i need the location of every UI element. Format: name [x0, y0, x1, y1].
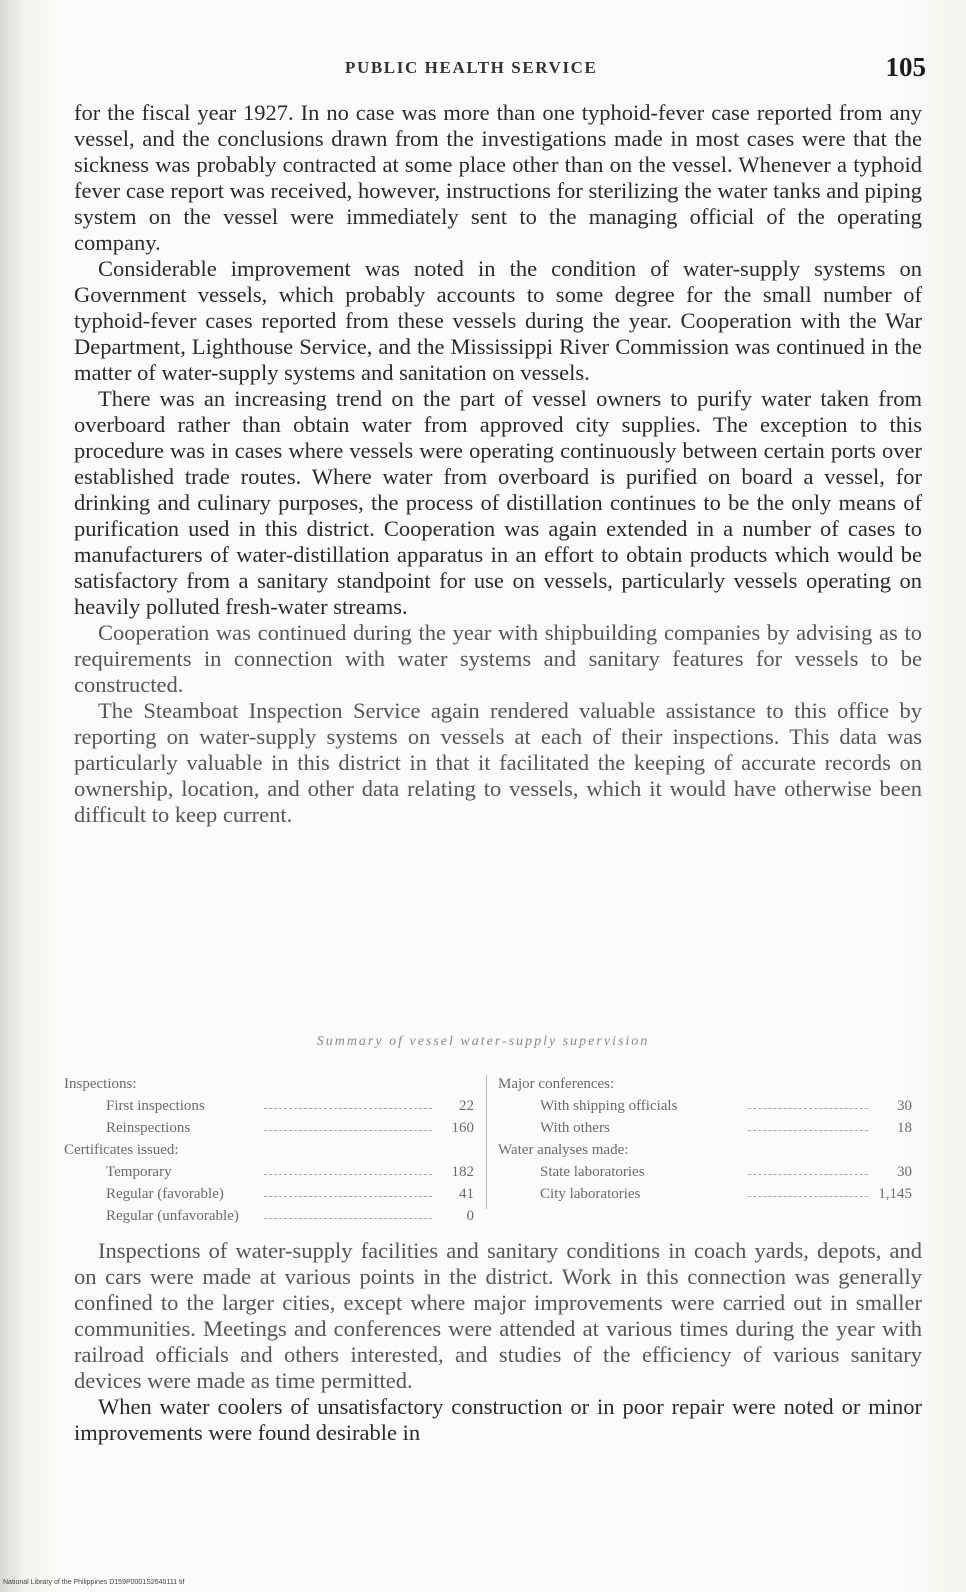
dot-leader [748, 1196, 868, 1197]
paragraph-1: for the fiscal year 1927. In no case was more than one typhoid-fever case reported from any vessel, and the conclusions drawn from the investigations made in most cases were that the sickness was probably contracted at some place other than on the vessel. Whenever a typhoid fever case report was received, however, instructions for sterilizing the water tanks and piping system on the vessel were immediately sent to the managing official of the operating company. [74, 100, 922, 255]
summary-row-label: Temporary [106, 1164, 172, 1180]
summary-row [64, 1095, 482, 1117]
dot-leader [264, 1108, 432, 1109]
paragraph-5: The Steamboat Inspection Service again rendered valuable assistance to this office by reporting on water-supply systems on vessels at each of their inspections. This data was particularly valuable in this district in that it facilitated the keeping of accurate records on ownership, location, and other data relating to vessels, which it would have otherwise been difficult to keep current. [74, 698, 922, 827]
summary-row-value: 18 [897, 1120, 912, 1136]
summary-row [64, 1161, 482, 1183]
dot-leader [264, 1218, 432, 1219]
summary-row [64, 1073, 482, 1095]
summary-row-value: 22 [459, 1098, 474, 1114]
summary-row [498, 1095, 926, 1117]
summary-row-value: 182 [451, 1164, 474, 1180]
body-text [74, 100, 922, 828]
dot-leader [264, 1174, 432, 1175]
page-header [0, 52, 966, 86]
running-head: PUBLIC HEALTH SERVICE [345, 58, 598, 77]
dot-leader [748, 1108, 868, 1109]
summary-row [498, 1183, 926, 1205]
summary-right-column [498, 1073, 926, 1205]
summary-left-column [64, 1073, 482, 1227]
dot-leader [748, 1130, 868, 1131]
summary-row-label: Major conferences: [498, 1076, 615, 1092]
column-divider [486, 1075, 487, 1209]
summary-row-label: With shipping officials [540, 1098, 678, 1114]
dot-leader [748, 1174, 868, 1175]
summary-row [64, 1139, 482, 1161]
scan-footer-note: National Library of the Philippines D159P0001S2640111 tif [3, 1579, 185, 1586]
paragraph-4: Cooperation was continued during the year with shipbuilding companies by advising as to requirements in connection with water systems and sanitary features for vessels to be constructed. [74, 620, 922, 697]
summary-row-label: Regular (favorable) [106, 1186, 224, 1202]
summary-row [498, 1073, 926, 1095]
summary-row-label: State laboratories [540, 1164, 645, 1180]
summary-row [64, 1205, 482, 1227]
paragraph-6: Inspections of water-supply facilities and sanitary conditions in coach yards, depots, and on cars were made at various points in the district. Work in this connection was generally confined to the larger cities, except where major improvements were carried out in smaller communities. Meetings and conferences were attended at various times during the year with railroad officials and others interested, and studies of the efficiency of various sanitary devices were made as time permitted. [74, 1238, 922, 1393]
summary-row-value: 0 [466, 1208, 474, 1224]
summary-row-label: Certificates issued: [64, 1142, 179, 1158]
paragraph-7: When water coolers of unsatisfactory construction or in poor repair were noted or minor improvements were found desirable in [74, 1394, 922, 1445]
summary-row-label: Inspections: [64, 1076, 137, 1092]
summary-row [64, 1117, 482, 1139]
paragraph-3: There was an increasing trend on the part of vessel owners to purify water taken from overboard rather than obtain water from approved city supplies. The exception to this procedure was in cases where vessels were operating continuously between certain ports over established trade routes. Where water from overboard is purified on board a vessel, for drinking and culinary purposes, the process of distillation continues to be the only means of purification used in this district. Cooperation was again extended in a number of cases to manufacturers of water-distillation apparatus in an effort to obtain products which would be satisfactory from a sanitary standpoint for use on vessels, particularly vessels operating on heavily polluted fresh-water streams. [74, 386, 922, 619]
summary-table [64, 1073, 924, 1224]
summary-row-label: Water analyses made: [498, 1142, 629, 1158]
summary-row-value: 30 [897, 1164, 912, 1180]
summary-row-label: Reinspections [106, 1120, 191, 1136]
summary-row-value: 1,145 [878, 1186, 912, 1202]
summary-row-value: 41 [459, 1186, 474, 1202]
summary-row-label: First inspections [106, 1098, 205, 1114]
summary-row-label: City laboratories [540, 1186, 641, 1202]
paragraph-2: Considerable improvement was noted in the condition of water-supply systems on Government vessels, which probably accounts to some degree for the small number of typhoid-fever cases reported from these vessels during the year. Cooperation with the War Department, Lighthouse Service, and the Mississippi River Commission was continued in the matter of water-supply systems and sanitation on vessels. [74, 256, 922, 385]
dot-leader [264, 1196, 432, 1197]
summary-row [498, 1117, 926, 1139]
summary-row-label: With others [540, 1120, 610, 1136]
summary-row [498, 1161, 926, 1183]
dot-leader [264, 1130, 432, 1131]
summary-row-label: Regular (unfavorable) [106, 1208, 239, 1224]
body-text-continued [74, 1238, 922, 1446]
summary-table-title: Summary of vessel water-supply supervision [316, 1034, 650, 1049]
summary-row-value: 160 [451, 1120, 474, 1136]
summary-row-value: 30 [897, 1098, 912, 1114]
summary-row [64, 1183, 482, 1205]
page-number: 105 [885, 52, 926, 82]
summary-row [498, 1139, 926, 1161]
